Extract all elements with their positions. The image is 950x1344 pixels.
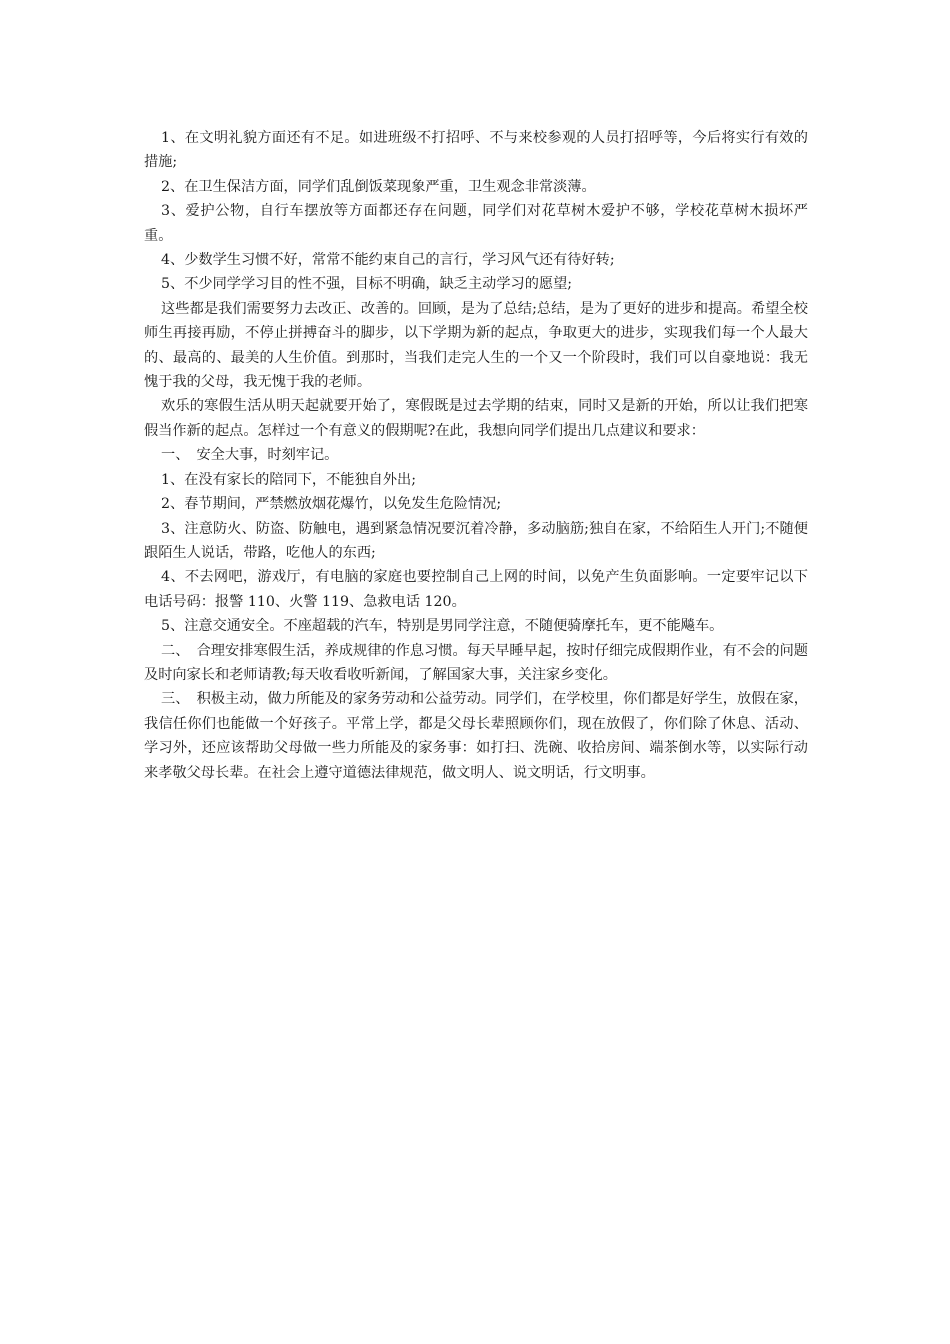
paragraph-safety-1: 1、在没有家长的陪同下，不能独自外出;: [161, 471, 417, 488]
paragraph-courtesy-issue: 1、在文明礼貌方面还有不足。如进班级不打招呼、不与来校参观的人员打招呼等，今后将实行有效的措施;: [144, 130, 808, 171]
paragraph-safety-4: 4、不去网吧，游戏厅，有电脑的家庭也要控制自己上网的时间，以免产生负面影响。一定要牢记以下电话号码：报警 110、火警 119、急救电话 120。: [144, 569, 808, 610]
paragraph-hygiene-issue: 2、在卫生保洁方面，同学们乱倒饭菜现象严重，卫生观念非常淡薄。: [161, 178, 596, 195]
paragraph-public-property-issue: 3、爱护公物，自行车摆放等方面都还存在问题，同学们对花草树木爱护不够，学校花草树木损坏严重。: [144, 203, 808, 244]
paragraph-schedule: 二、 合理安排寒假生活，养成规律的作息习惯。每天早睡早起，按时仔细完成假期作业，有不会的问题及时向家长和老师请教;每天收看收听新闻，了解国家大事，关注家乡变化。: [144, 642, 808, 683]
paragraph-habits-issue: 4、少数学生习惯不好，常常不能约束自己的言行，学习风气还有待好转;: [161, 252, 615, 269]
heading-safety: 一、 安全大事，时刻牢记。: [161, 447, 339, 464]
paragraph-learning-goal-issue: 5、不少同学学习目的性不强，目标不明确，缺乏主动学习的愿望;: [161, 276, 573, 293]
paragraph-winter-break-intro: 欢乐的寒假生活从明天起就要开始了，寒假既是过去学期的结束，同时又是新的开始，所以让我们把寒假当作新的起点。怎样过一个有意义的假期呢?在此，我想向同学们提出几点建议和要求：: [144, 398, 808, 439]
paragraph-housework: 三、 积极主动，做力所能及的家务劳动和公益劳动。同学们，在学校里，你们都是好学生，放假在家，我信任你们也能做一个好孩子。平常上学，都是父母长辈照顾你们，现在放假了，你们除了休息、活动、学习外，还应该帮助父母做一些力所能及的家务事：如打扫、洗碗、收拾房间、端茶倒水等，以实际行动来孝敬父母长辈。在社会上遵守道德法律规范，做文明人、说文明话，行文明事。: [144, 691, 808, 781]
paragraph-safety-2: 2、春节期间，严禁燃放烟花爆竹，以免发生危险情况;: [161, 496, 502, 513]
paragraph-safety-5: 5、注意交通安全。不座超载的汽车，特别是男同学注意，不随便骑摩托车，更不能飚车。: [161, 618, 724, 635]
document-body: [144, 126, 808, 785]
paragraph-review-summary: 这些都是我们需要努力去改正、改善的。回顾，是为了总结;总结，是为了更好的进步和提高。希望全校师生再接再励，不停止拼搏奋斗的脚步，以下学期为新的起点，争取更大的进步，实现我们每一个人最大的、最高的、最美的人生价值。到那时，当我们走完人生的一个又一个阶段时，我们可以自豪地说：我无愧于我的父母，我无愧于我的老师。: [144, 300, 808, 391]
paragraph-safety-3: 3、注意防火、防盗、防触电，遇到紧急情况要沉着冷静，多动脑筋;独自在家，不给陌生人开门;不随便跟陌生人说话，带路，吃他人的东西;: [144, 520, 808, 561]
